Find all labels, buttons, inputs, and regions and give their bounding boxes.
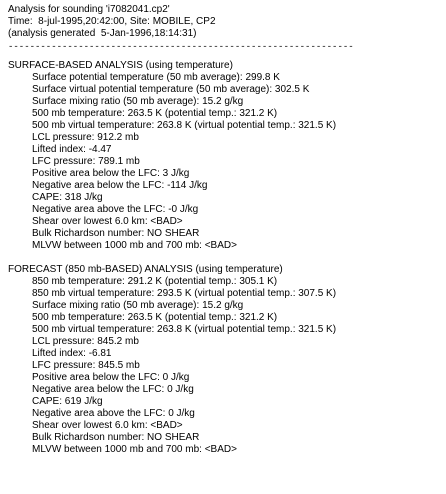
surface-line: Shear over lowest 6.0 km: <BAD>: [32, 216, 183, 227]
forecast-line: LFC pressure: 845.5 mb: [32, 360, 140, 371]
surface-line: LFC pressure: 789.1 mb: [32, 156, 140, 167]
analysis-generated: (analysis generated 5-Jan-1996,18:14:31): [8, 28, 197, 39]
forecast-line: 850 mb temperature: 291.2 K (potential temp.: 305.1 K): [32, 276, 278, 287]
forecast-line: 500 mb temperature: 263.5 K (potential temp.: 321.2 K): [32, 312, 278, 323]
forecast-line: Shear over lowest 6.0 km: <BAD>: [32, 420, 183, 431]
surface-line: Surface mixing ratio (50 mb average): 15.2 g/kg: [32, 96, 244, 107]
sounding-time-site: Time: 8-jul-1995,20:42:00, Site: MOBILE, CP2: [8, 16, 216, 27]
surface-line: CAPE: 318 J/kg: [32, 192, 103, 203]
surface-line: 500 mb temperature: 263.5 K (potential temp.: 321.2 K): [32, 108, 278, 119]
forecast-line: LCL pressure: 845.2 mb: [32, 336, 139, 347]
forecast-line: Surface mixing ratio (50 mb average): 15.2 g/kg: [32, 300, 244, 311]
surface-section-title: SURFACE-BASED ANALYSIS (using temperature): [8, 60, 233, 71]
forecast-line: MLVW between 1000 mb and 700 mb: <BAD>: [32, 444, 237, 455]
forecast-line: Bulk Richardson number: NO SHEAR: [32, 432, 200, 443]
surface-line: Surface virtual potential temperature (50 mb average): 302.5 K: [32, 84, 310, 95]
surface-line: 500 mb virtual temperature: 263.8 K (virtual potential temp.: 321.5 K): [32, 120, 337, 131]
surface-line: MLVW between 1000 mb and 700 mb: <BAD>: [32, 240, 237, 251]
surface-line: Lifted index: -4.47: [32, 144, 112, 155]
forecast-section-title: FORECAST (850 mb-BASED) ANALYSIS (using temperature): [8, 264, 283, 275]
sounding-title: Analysis for sounding 'i7082041.cp2': [8, 4, 170, 15]
surface-line: Surface potential temperature (50 mb average): 299.8 K: [32, 72, 280, 83]
forecast-line: Negative area below the LFC: 0 J/kg: [32, 384, 194, 395]
surface-line: Bulk Richardson number: NO SHEAR: [32, 228, 200, 239]
surface-line: Negative area below the LFC: -114 J/kg: [32, 180, 208, 191]
forecast-line: Lifted index: -6.81: [32, 348, 112, 359]
forecast-line: Positive area below the LFC: 0 J/kg: [32, 372, 190, 383]
forecast-line: CAPE: 619 J/kg: [32, 396, 103, 407]
forecast-line: 500 mb virtual temperature: 263.8 K (virtual potential temp.: 321.5 K): [32, 324, 337, 335]
header-rule: ----------------------------------------------------------------: [8, 44, 354, 50]
forecast-line: 850 mb virtual temperature: 293.5 K (virtual potential temp.: 307.5 K): [32, 288, 337, 299]
surface-line: Negative area above the LFC: -0 J/kg: [32, 204, 199, 215]
surface-line: Positive area below the LFC: 3 J/kg: [32, 168, 190, 179]
surface-line: LCL pressure: 912.2 mb: [32, 132, 139, 143]
forecast-line: Negative area above the LFC: 0 J/kg: [32, 408, 195, 419]
